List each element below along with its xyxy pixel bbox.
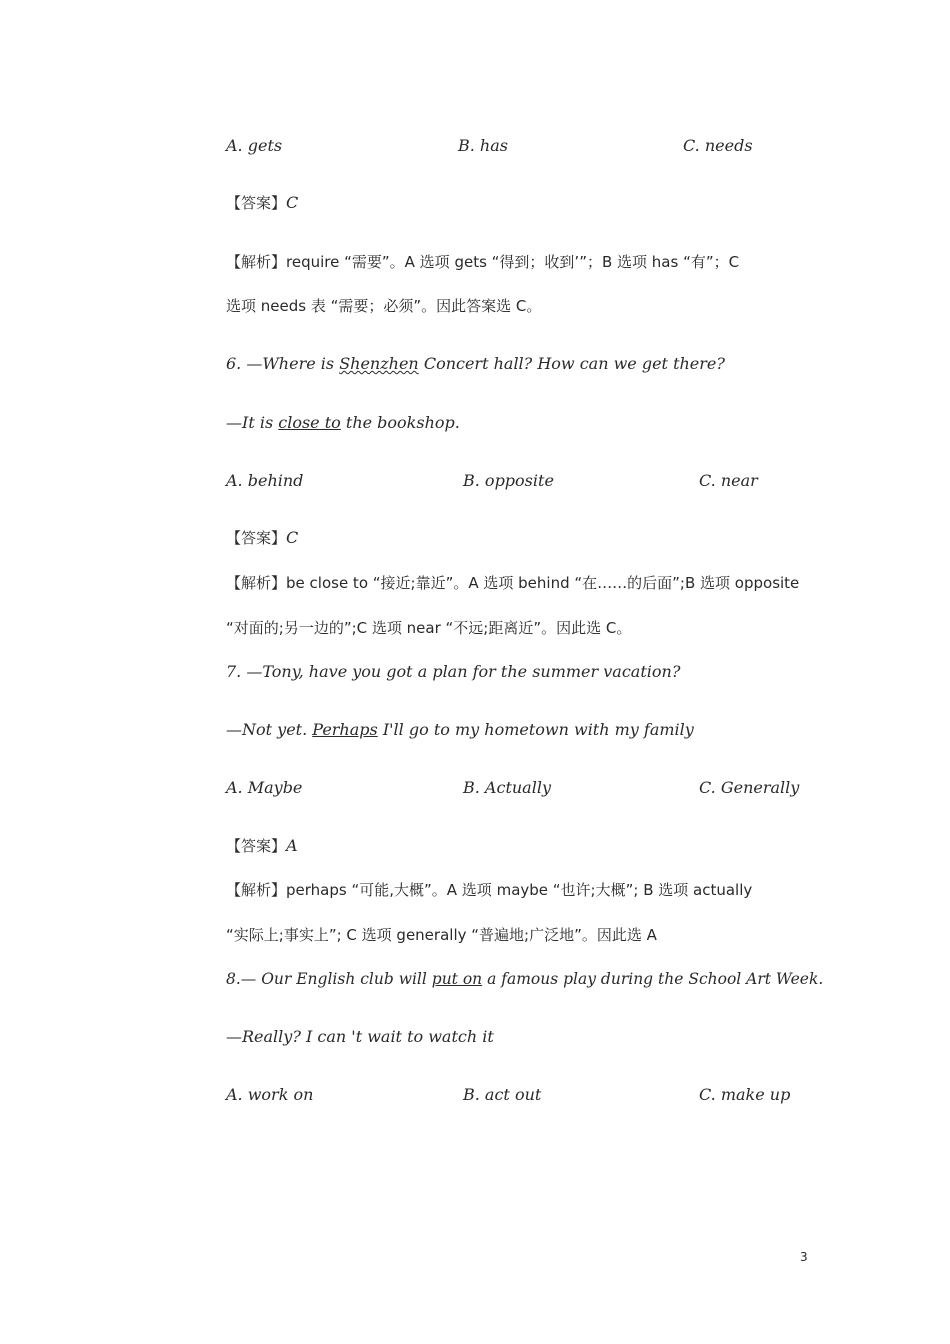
q6-option-a: A. behind (226, 471, 304, 490)
q6-response (226, 413, 460, 433)
q8-question-suffix: a famous play during the School Art Week. (482, 970, 824, 988)
q7-option-b: B. Actually (463, 778, 551, 797)
q7-question: 7. —Tony, have you got a plan for the summer vacation? (226, 662, 681, 681)
q8-response: —Really? I can 't wait to watch it (226, 1027, 494, 1046)
q6-option-c: C. near (699, 471, 758, 490)
q6-options (0, 471, 950, 493)
q8-question (226, 969, 823, 989)
q5-explanation-line1 (226, 252, 739, 272)
q6-response-keyword: close to (278, 413, 341, 432)
answer-label: 【答案】 (226, 529, 287, 547)
q5-option-b: B. has (458, 136, 508, 155)
q7-options (0, 778, 950, 800)
q7-answer (226, 836, 298, 856)
q5-option-a: A. gets (226, 136, 283, 155)
q8-question-prefix: 8.— Our English club will (226, 970, 432, 988)
q7-option-a: A. Maybe (226, 778, 303, 797)
explanation-text: be close to “接近;靠近”。A 选项 behind “在……的后面”;B 选项 opposite (286, 574, 800, 592)
q5-explanation-line2: 选项 needs 表 “需要；必须”。因此答案选 C。 (226, 297, 542, 315)
q6-question-keyword: Shenzhen (339, 354, 419, 373)
q6-answer (226, 528, 298, 548)
answer-label: 【答案】 (226, 837, 287, 855)
q5-options (0, 136, 950, 158)
q5-option-c: C. needs (683, 136, 753, 155)
q6-explanation-line1 (226, 573, 799, 593)
explanation-text: perhaps “可能,大概”。A 选项 maybe “也许;大概”; B 选项 actually (286, 881, 753, 899)
q6-option-b: B. opposite (463, 471, 554, 490)
q7-response (226, 720, 694, 740)
q6-question-prefix: 6. —Where is (226, 354, 340, 373)
answer-label: 【答案】 (226, 194, 287, 212)
q7-response-prefix: —Not yet. (226, 720, 313, 739)
q5-answer (226, 193, 298, 213)
explanation-label: 【解析】 (226, 881, 287, 899)
page-number: 3 (800, 1250, 808, 1264)
explanation-text: require “需要”。A 选项 gets “得到；收到’”；B 选项 has “有”；C (286, 253, 740, 271)
q7-response-suffix: I'll go to my hometown with my family (377, 720, 694, 739)
q6-response-suffix: the bookshop. (340, 413, 460, 432)
q8-options (0, 1085, 950, 1107)
q6-question (226, 354, 725, 374)
answer-value: C (286, 528, 299, 547)
explanation-label: 【解析】 (226, 253, 287, 271)
q7-explanation-line1 (226, 880, 752, 900)
q8-question-keyword: put on (431, 970, 483, 988)
q6-response-prefix: —It is (226, 413, 279, 432)
q7-explanation-line2: “实际上;事实上”; C 选项 generally “普遍地;广泛地”。因此选 A (226, 926, 657, 944)
q6-question-suffix: Concert hall? How can we get there? (418, 354, 725, 373)
q8-option-c: C. make up (699, 1085, 791, 1104)
answer-value: A (286, 836, 298, 855)
explanation-label: 【解析】 (226, 574, 287, 592)
answer-value: C (286, 193, 299, 212)
q6-explanation-line2: “对面的;另一边的”;C 选项 near “不远;距离近”。因此选 C。 (226, 619, 632, 637)
q8-option-a: A. work on (226, 1085, 314, 1104)
q8-option-b: B. act out (463, 1085, 542, 1104)
q7-response-keyword: Perhaps (312, 720, 378, 739)
q7-option-c: C. Generally (699, 778, 800, 797)
